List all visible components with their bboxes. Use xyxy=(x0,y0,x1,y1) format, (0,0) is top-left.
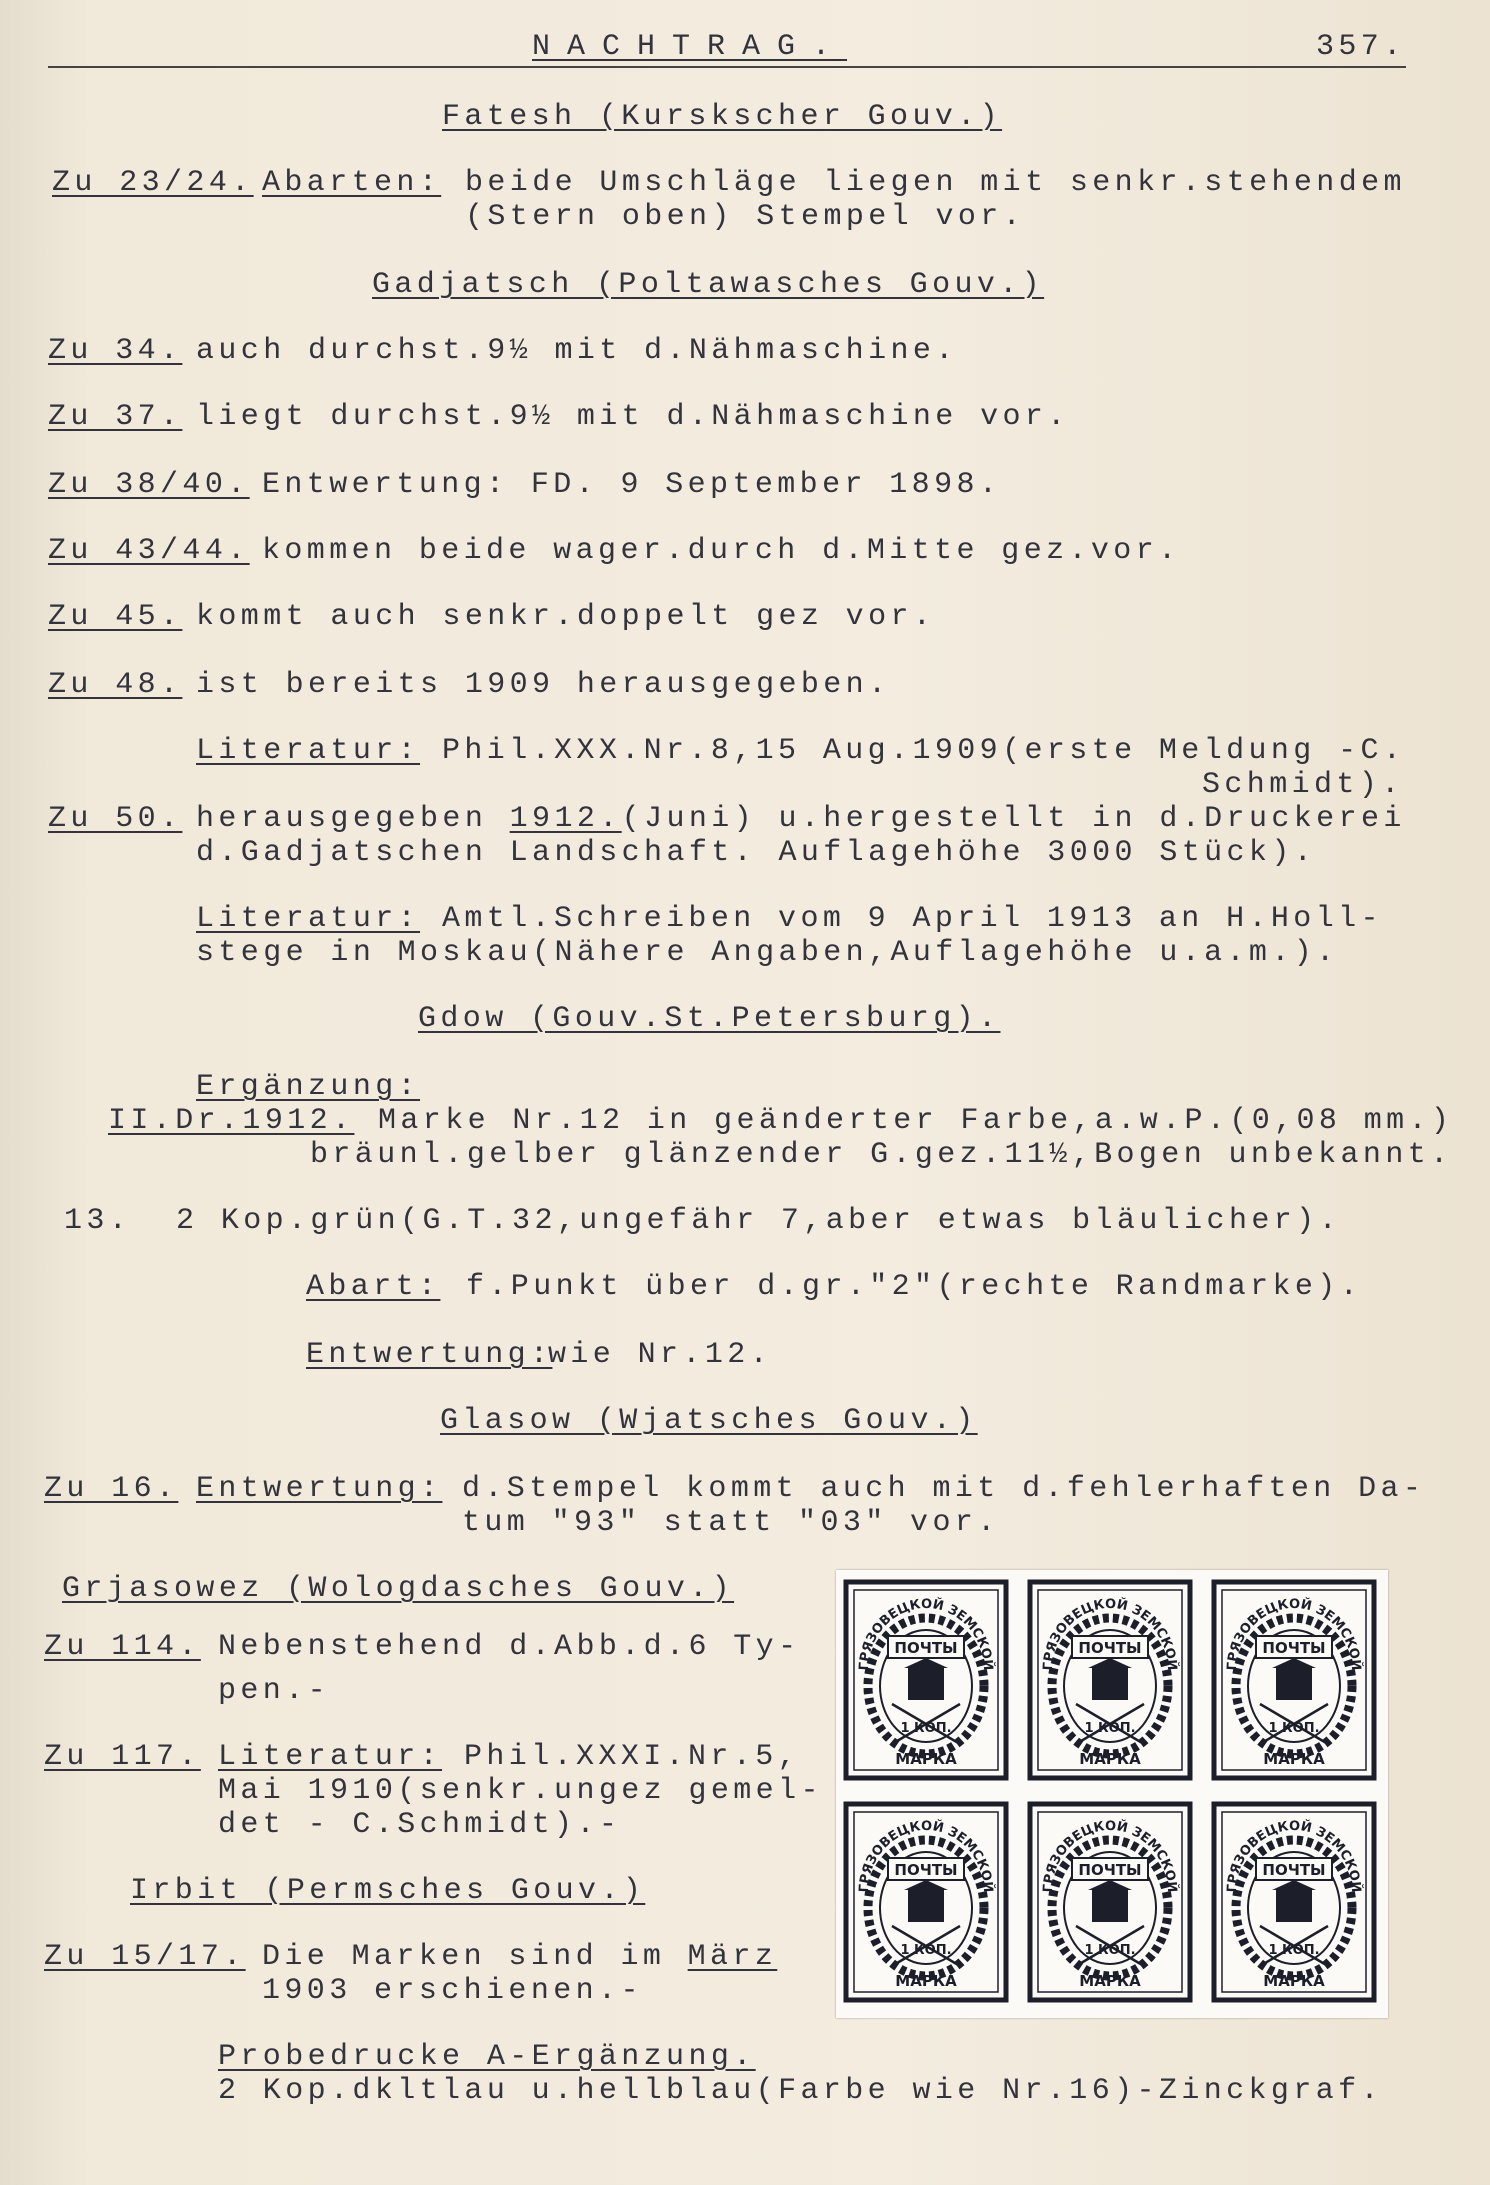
text-probedrucke: 2 Kop.dkltlau u.hellblau(Farbe wie Nr.16)-Zinckgraf. xyxy=(218,2074,1383,2108)
stamp-block-svg xyxy=(836,1570,1388,2018)
text-irbit-line2: 1903 erschienen.- xyxy=(262,1974,643,2008)
stamp-bottom-text: МАРКА xyxy=(895,1750,957,1768)
ref-fatesh: Zu 23/24. xyxy=(52,166,254,200)
stamp-post-text: ПОЧТЫ xyxy=(1262,1639,1326,1657)
ref-zu-15-17: Zu 15/17. xyxy=(44,1940,246,1974)
stamp-top-text: ГРЯЗОВЕЦКОЙ ЗЕМСКОЙ xyxy=(1040,1818,1180,1893)
text-zu-50-a: herausgegeben xyxy=(196,802,510,836)
stamp-top-text: ГРЯЗОВЕЦКОЙ ЗЕМСКОЙ xyxy=(1040,1596,1180,1671)
stamp-1 xyxy=(846,1582,1006,1778)
text-item-13: 13. 2 Kop.grün(G.T.32,ungefähr 7,aber etwas bläulicher). xyxy=(64,1204,1341,1238)
label-probedrucke: Probedrucke A-Ergänzung. xyxy=(218,2040,756,2074)
stamp-bottom-text: МАРКА xyxy=(895,1972,957,1990)
text-zu-50-b: (Juni) u.hergestellt in d.Druckerei xyxy=(621,802,1406,836)
section-heading-fatesh: Fatesh (Kurskscher Gouv.) xyxy=(442,100,1003,134)
text-zu-114-b: pen.- xyxy=(218,1674,331,1708)
stamp-post-text: ПОЧТЫ xyxy=(1078,1861,1142,1879)
stamp-value-text: 1 КОП. xyxy=(1268,1943,1320,1958)
stamp-post-text: ПОЧТЫ xyxy=(894,1861,958,1879)
text-zu-117-b: Mai 1910(senkr.ungez gemel- xyxy=(218,1774,823,1808)
stamp-bottom-text: МАРКА xyxy=(1263,1750,1325,1768)
text-zu-38-40: Entwertung: FD. 9 September 1898. xyxy=(262,468,1002,502)
stamp-bottom-text: МАРКА xyxy=(1079,1750,1141,1768)
stamp-5 xyxy=(1030,1804,1190,2000)
label-abart: Abart: xyxy=(306,1270,441,1304)
text-glasow-line2: tum "93" statt "03" vor. xyxy=(462,1506,1000,1540)
section-heading-gdow: Gdow (Gouv.St.Petersburg). xyxy=(418,1002,1001,1036)
section-heading-gadjatsch: Gadjatsch (Poltawasches Gouv.) xyxy=(372,268,1045,302)
text-irbit-month: März xyxy=(687,1940,778,1974)
stamp-value-text: 1 КОП. xyxy=(900,1721,952,1736)
text-zu-117-c: det - C.Schmidt).- xyxy=(218,1808,622,1842)
page-header-title: NACHTRAG. xyxy=(532,30,848,64)
stamp-top-text: ГРЯЗОВЕЦКОЙ ЗЕМСКОЙ xyxy=(1224,1596,1364,1671)
label-entwertung-glasow: Entwertung: xyxy=(196,1472,443,1506)
text-glasow-line1: d.Stempel kommt auch mit d.fehlerhaften Da- xyxy=(462,1472,1426,1506)
text-zu-117-a: Phil.XXXI.Nr.5, xyxy=(464,1740,801,1774)
ref-zu-16: Zu 16. xyxy=(44,1472,179,1506)
section-heading-grjasowez: Grjasowez (Wologdasches Gouv.) xyxy=(62,1572,735,1606)
stamp-bottom-text: МАРКА xyxy=(1263,1972,1325,1990)
text-zu-50-line2: d.Gadjatschen Landschaft. Auflagehöhe 3000 Stück). xyxy=(196,836,1317,870)
text-literatur-2: Amtl.Schreiben vom 9 April 1913 an H.Holl- xyxy=(442,902,1383,936)
stamp-4 xyxy=(846,1804,1006,2000)
label-literatur-2: Literatur: xyxy=(196,902,421,936)
text-zu-43-44: kommen beide wager.durch d.Mitte gez.vor. xyxy=(262,534,1181,568)
ref-zu-45: Zu 45. xyxy=(48,600,183,634)
label-ii-dr-1912: II.Dr.1912. xyxy=(108,1104,355,1138)
text-zu-48: ist bereits 1909 herausgegeben. xyxy=(196,668,891,702)
label-literatur-1: Literatur: xyxy=(196,734,421,768)
stamp-value-text: 1 КОП. xyxy=(900,1943,952,1958)
text-ii-dr-line1: Marke Nr.12 in geänderter Farbe,a.w.P.(0,08 mm.) xyxy=(378,1104,1454,1138)
text-zu-50-line1 xyxy=(196,802,1406,836)
text-zu-37: liegt durchst.9½ mit d.Nähmaschine vor. xyxy=(196,400,1070,434)
text-zu-45: kommt auch senkr.doppelt gez vor. xyxy=(196,600,936,634)
stamp-3 xyxy=(1214,1582,1374,1778)
text-fatesh-line1: beide Umschläge liegen mit senkr.stehendem xyxy=(465,166,1406,200)
stamp-6 xyxy=(1214,1804,1374,2000)
label-entwertung-gdow: Entwertung: xyxy=(306,1338,553,1372)
text-irbit-a: Die Marken sind im xyxy=(262,1940,688,1974)
header-rule xyxy=(48,66,1406,68)
stamp-2 xyxy=(1030,1582,1190,1778)
stamp-bottom-text: МАРКА xyxy=(1079,1972,1141,1990)
stamp-top-text: ГРЯЗОВЕЦКОЙ ЗЕМСКОЙ xyxy=(856,1596,996,1671)
label-literatur-117: Literatur: xyxy=(218,1740,443,1774)
ref-zu-50: Zu 50. xyxy=(48,802,183,836)
stamp-post-text: ПОЧТЫ xyxy=(1078,1639,1142,1657)
stamp-value-text: 1 КОП. xyxy=(1268,1721,1320,1736)
page-number: 357. xyxy=(1316,30,1406,64)
text-zu-114-a: Nebenstehend d.Abb.d.6 Ty- xyxy=(218,1630,801,1664)
label-abarten: Abarten: xyxy=(262,166,442,200)
text-zu-34: auch durchst.9½ mit d.Nähmaschine. xyxy=(196,334,958,368)
text-literatur-2-cont: stege in Moskau(Nähere Angaben,Auflagehöhe u.a.m.). xyxy=(196,936,1339,970)
text-fatesh-line2: (Stern oben) Stempel vor. xyxy=(465,200,1026,234)
text-irbit-line1 xyxy=(262,1940,777,1974)
ref-zu-117: Zu 117. xyxy=(44,1740,201,1774)
ref-zu-37: Zu 37. xyxy=(48,400,183,434)
stamp-value-text: 1 КОП. xyxy=(1084,1943,1136,1958)
ref-zu-43-44: Zu 43/44. xyxy=(48,534,250,568)
text-entwertung-gdow: wie Nr.12. xyxy=(548,1338,773,1372)
text-ii-dr-line2: bräunl.gelber glänzender G.gez.11½,Bogen unbekannt. xyxy=(310,1138,1453,1172)
ref-zu-34: Zu 34. xyxy=(48,334,183,368)
text-literatur-1: Phil.XXX.Nr.8,15 Aug.1909(erste Meldung -C. xyxy=(442,734,1406,768)
stamp-top-text: ГРЯЗОВЕЦКОЙ ЗЕМСКОЙ xyxy=(856,1818,996,1893)
ref-zu-114: Zu 114. xyxy=(44,1630,201,1664)
stamp-post-text: ПОЧТЫ xyxy=(894,1639,958,1657)
stamp-value-text: 1 КОП. xyxy=(1084,1721,1136,1736)
stamp-block-image xyxy=(836,1570,1388,2018)
text-literatur-1-cont: Schmidt). xyxy=(1202,768,1404,802)
section-heading-glasow: Glasow (Wjatsches Gouv.) xyxy=(440,1404,978,1438)
text-zu-50-year: 1912. xyxy=(509,802,622,836)
text-abart: f.Punkt über d.gr."2"(rechte Randmarke). xyxy=(466,1270,1363,1304)
section-heading-irbit: Irbit (Permsches Gouv.) xyxy=(130,1874,646,1908)
ref-zu-48: Zu 48. xyxy=(48,668,183,702)
ref-zu-38-40: Zu 38/40. xyxy=(48,468,250,502)
stamp-post-text: ПОЧТЫ xyxy=(1262,1861,1326,1879)
label-ergaenzung: Ergänzung: xyxy=(196,1070,421,1104)
stamp-top-text: ГРЯЗОВЕЦКОЙ ЗЕМСКОЙ xyxy=(1224,1818,1364,1893)
